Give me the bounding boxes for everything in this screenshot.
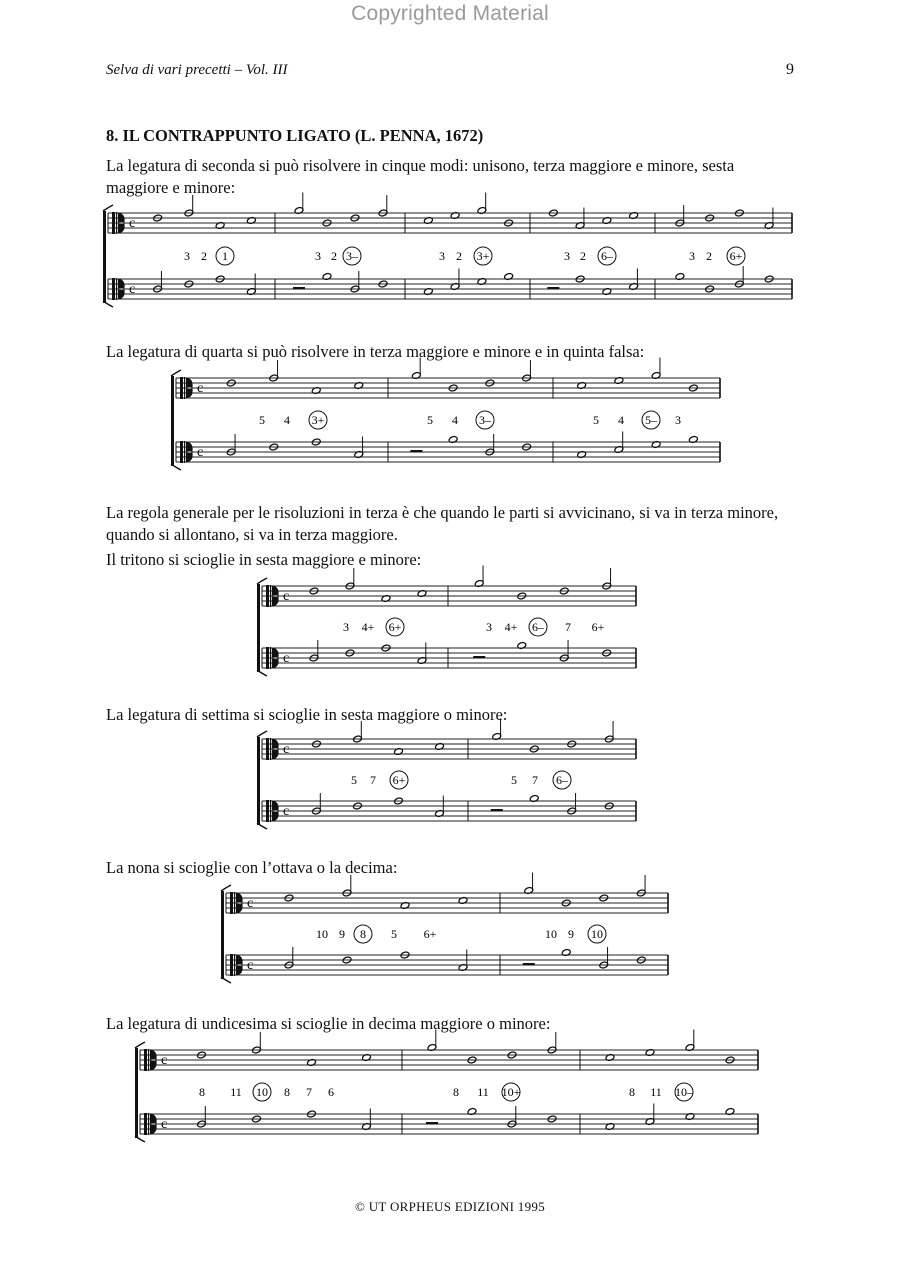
paragraph-undicesima: La legatura di undicesima si scioglie in decima maggiore o minore: [106,1014,551,1033]
system-bracket [221,891,224,979]
page-number: 9 [786,61,794,78]
system-bracket [257,737,260,825]
figured-bass-number: 3 [315,249,321,263]
figured-bass-number: 4+ [504,620,518,634]
system-bracket [171,376,174,466]
c-clef-icon [266,647,269,669]
paragraph-tritono: Il tritono si scioglie in sesta maggiore e minore: [106,550,422,569]
music-example-4 [258,735,638,827]
figured-bass-number: 3 [486,620,492,634]
figured-bass-number: 5 [427,413,433,427]
figured-bass-number: 3 [439,249,445,263]
c-clef-icon [230,892,233,914]
figured-bass-number: 11 [650,1085,662,1099]
half-rest-icon [491,809,503,812]
c-clef-icon [270,800,271,822]
c-clef-icon [116,212,117,234]
common-time-icon: c [161,1117,168,1132]
copyright-footer: © UT ORPHEUS EDIZIONI 1995 [354,1199,546,1214]
half-rest-icon [473,656,485,659]
c-clef-icon [266,800,269,822]
figured-bass-number: 6+ [591,620,605,634]
figured-bass-number: 3 [564,249,570,263]
figured-bass-number: 10+ [501,1085,521,1099]
figured-bass-number: 5 [351,773,357,787]
figured-bass-number: 5 [511,773,517,787]
figured-bass-number: 6– [556,773,568,787]
common-time-icon: c [283,804,290,819]
music-example-2 [172,374,722,468]
figured-bass-number: 3– [346,249,358,263]
figured-bass-number: 6– [601,249,613,263]
figured-bass-number: 2 [580,249,586,263]
c-clef-icon [266,738,269,760]
figured-bass-number: 11 [230,1085,242,1099]
c-clef-icon [266,585,269,607]
figured-bass-number: 10– [675,1085,693,1099]
common-time-icon: c [129,216,136,231]
c-clef-icon [148,1049,149,1071]
figured-bass-number: 4 [618,413,624,427]
half-rest-icon [410,450,422,453]
c-clef-icon [234,892,235,914]
running-title: Selva di vari precetti – Vol. III [106,62,288,78]
c-clef-icon [270,738,271,760]
figured-bass-number: 5 [593,413,599,427]
bracket-hook [257,578,267,584]
figured-bass-number: 8 [199,1085,205,1099]
c-clef-icon [116,278,117,300]
figured-bass-number: 3 [184,249,190,263]
figured-bass-number: 2 [456,249,462,263]
bracket-hook [135,1042,145,1048]
system-bracket [135,1048,138,1138]
figured-bass-number: 7 [306,1085,312,1099]
section-title: 8. IL CONTRAPPUNTO LIGATO (L. PENNA, 1672) [106,126,484,145]
bracket-hook [103,301,113,307]
figured-bass-number: 7 [370,773,376,787]
figured-bass-number: 4 [452,413,458,427]
c-clef-icon [112,278,115,300]
figured-bass-number: 6 [328,1085,334,1099]
figured-bass-number: 3 [343,620,349,634]
c-clef-icon [144,1049,147,1071]
figured-bass-number: 3 [689,249,695,263]
figured-bass-number: 1 [222,249,228,263]
system-bracket [103,211,106,303]
figured-bass-number: 4+ [361,620,375,634]
figured-bass-number: 2 [201,249,207,263]
common-time-icon: c [197,381,204,396]
common-time-icon: c [197,445,204,460]
paragraph-seconda: La legatura di seconda si può risolvere in cinque modi: unisono, terza maggiore e minore, sesta maggiore e minore: [106,156,735,197]
figured-bass-number: 3+ [311,413,325,427]
figured-bass-number: 5 [391,927,397,941]
figured-bass-number: 7 [565,620,571,634]
figured-bass-number: 9 [568,927,574,941]
common-time-icon: c [283,589,290,604]
bracket-hook [221,885,231,891]
figured-bass-number: 10 [545,927,557,941]
figured-bass-number: 8 [284,1085,290,1099]
music-example-1 [106,209,792,305]
figured-bass-number: 6+ [392,773,406,787]
paragraph-regola: La regola generale per le risoluzioni in terza è che quando le parti si avvicinano, si va in terza minore, quando si allontano, si va in terza maggiore. [106,503,779,544]
figured-bass-number: 5– [645,413,657,427]
figured-bass-number: 11 [477,1085,489,1099]
figured-bass-number: 10 [316,927,328,941]
c-clef-icon [112,212,115,234]
c-clef-icon [270,647,271,669]
paragraph-quarta: La legatura di quarta si può risolvere in terza maggiore e minore e in quinta falsa: [106,342,645,361]
figured-bass-number: 3 [675,413,681,427]
bracket-hook [103,205,113,211]
common-time-icon: c [161,1053,168,1068]
c-clef-icon [148,1113,149,1135]
half-rest-icon [523,963,535,966]
common-time-icon: c [247,896,254,911]
paragraph-settima: La legatura di settima si scioglie in sesta maggiore o minore: [106,705,508,724]
half-rest-icon [547,287,559,290]
figured-bass-number: 8 [360,927,366,941]
figured-bass-number: 10 [591,927,603,941]
figured-bass-number: 3– [479,413,491,427]
common-time-icon: c [283,742,290,757]
half-rest-icon [426,1122,438,1125]
figured-bass-number: 2 [331,249,337,263]
c-clef-icon [180,377,183,399]
bracket-hook [171,370,181,376]
figured-bass-number: 8 [629,1085,635,1099]
figured-bass-number: 7 [532,773,538,787]
figured-bass-number: 4 [284,413,290,427]
common-time-icon: c [129,282,136,297]
common-time-icon: c [247,958,254,973]
copyright-watermark: Copyrighted Material [351,2,549,25]
bracket-hook [257,731,267,737]
figured-bass-number: 6+ [423,927,437,941]
figured-bass-number: 6+ [729,249,743,263]
figured-bass-number: 10 [256,1085,268,1099]
c-clef-icon [184,377,185,399]
half-rest-icon [293,287,305,290]
bracket-hook [221,977,231,983]
c-clef-icon [180,441,183,463]
music-example-3 [258,582,638,674]
figured-bass-number: 2 [706,249,712,263]
figured-bass-number: 6+ [388,620,402,634]
c-clef-icon [144,1113,147,1135]
bracket-hook [257,823,267,829]
paragraph-nona: La nona si scioglie con l’ottava o la decima: [106,858,398,877]
system-bracket [257,584,260,672]
c-clef-icon [230,954,233,976]
figured-bass-number: 5 [259,413,265,427]
common-time-icon: c [283,651,290,666]
c-clef-icon [184,441,185,463]
music-example-6 [136,1046,764,1140]
c-clef-icon [234,954,235,976]
figured-bass-number: 9 [339,927,345,941]
figured-bass-number: 3+ [476,249,490,263]
bracket-hook [171,464,181,470]
bracket-hook [135,1136,145,1142]
bracket-hook [257,670,267,676]
music-example-5 [222,889,672,981]
c-clef-icon [270,585,271,607]
figured-bass-number: 8 [453,1085,459,1099]
figured-bass-number: 6– [532,620,544,634]
